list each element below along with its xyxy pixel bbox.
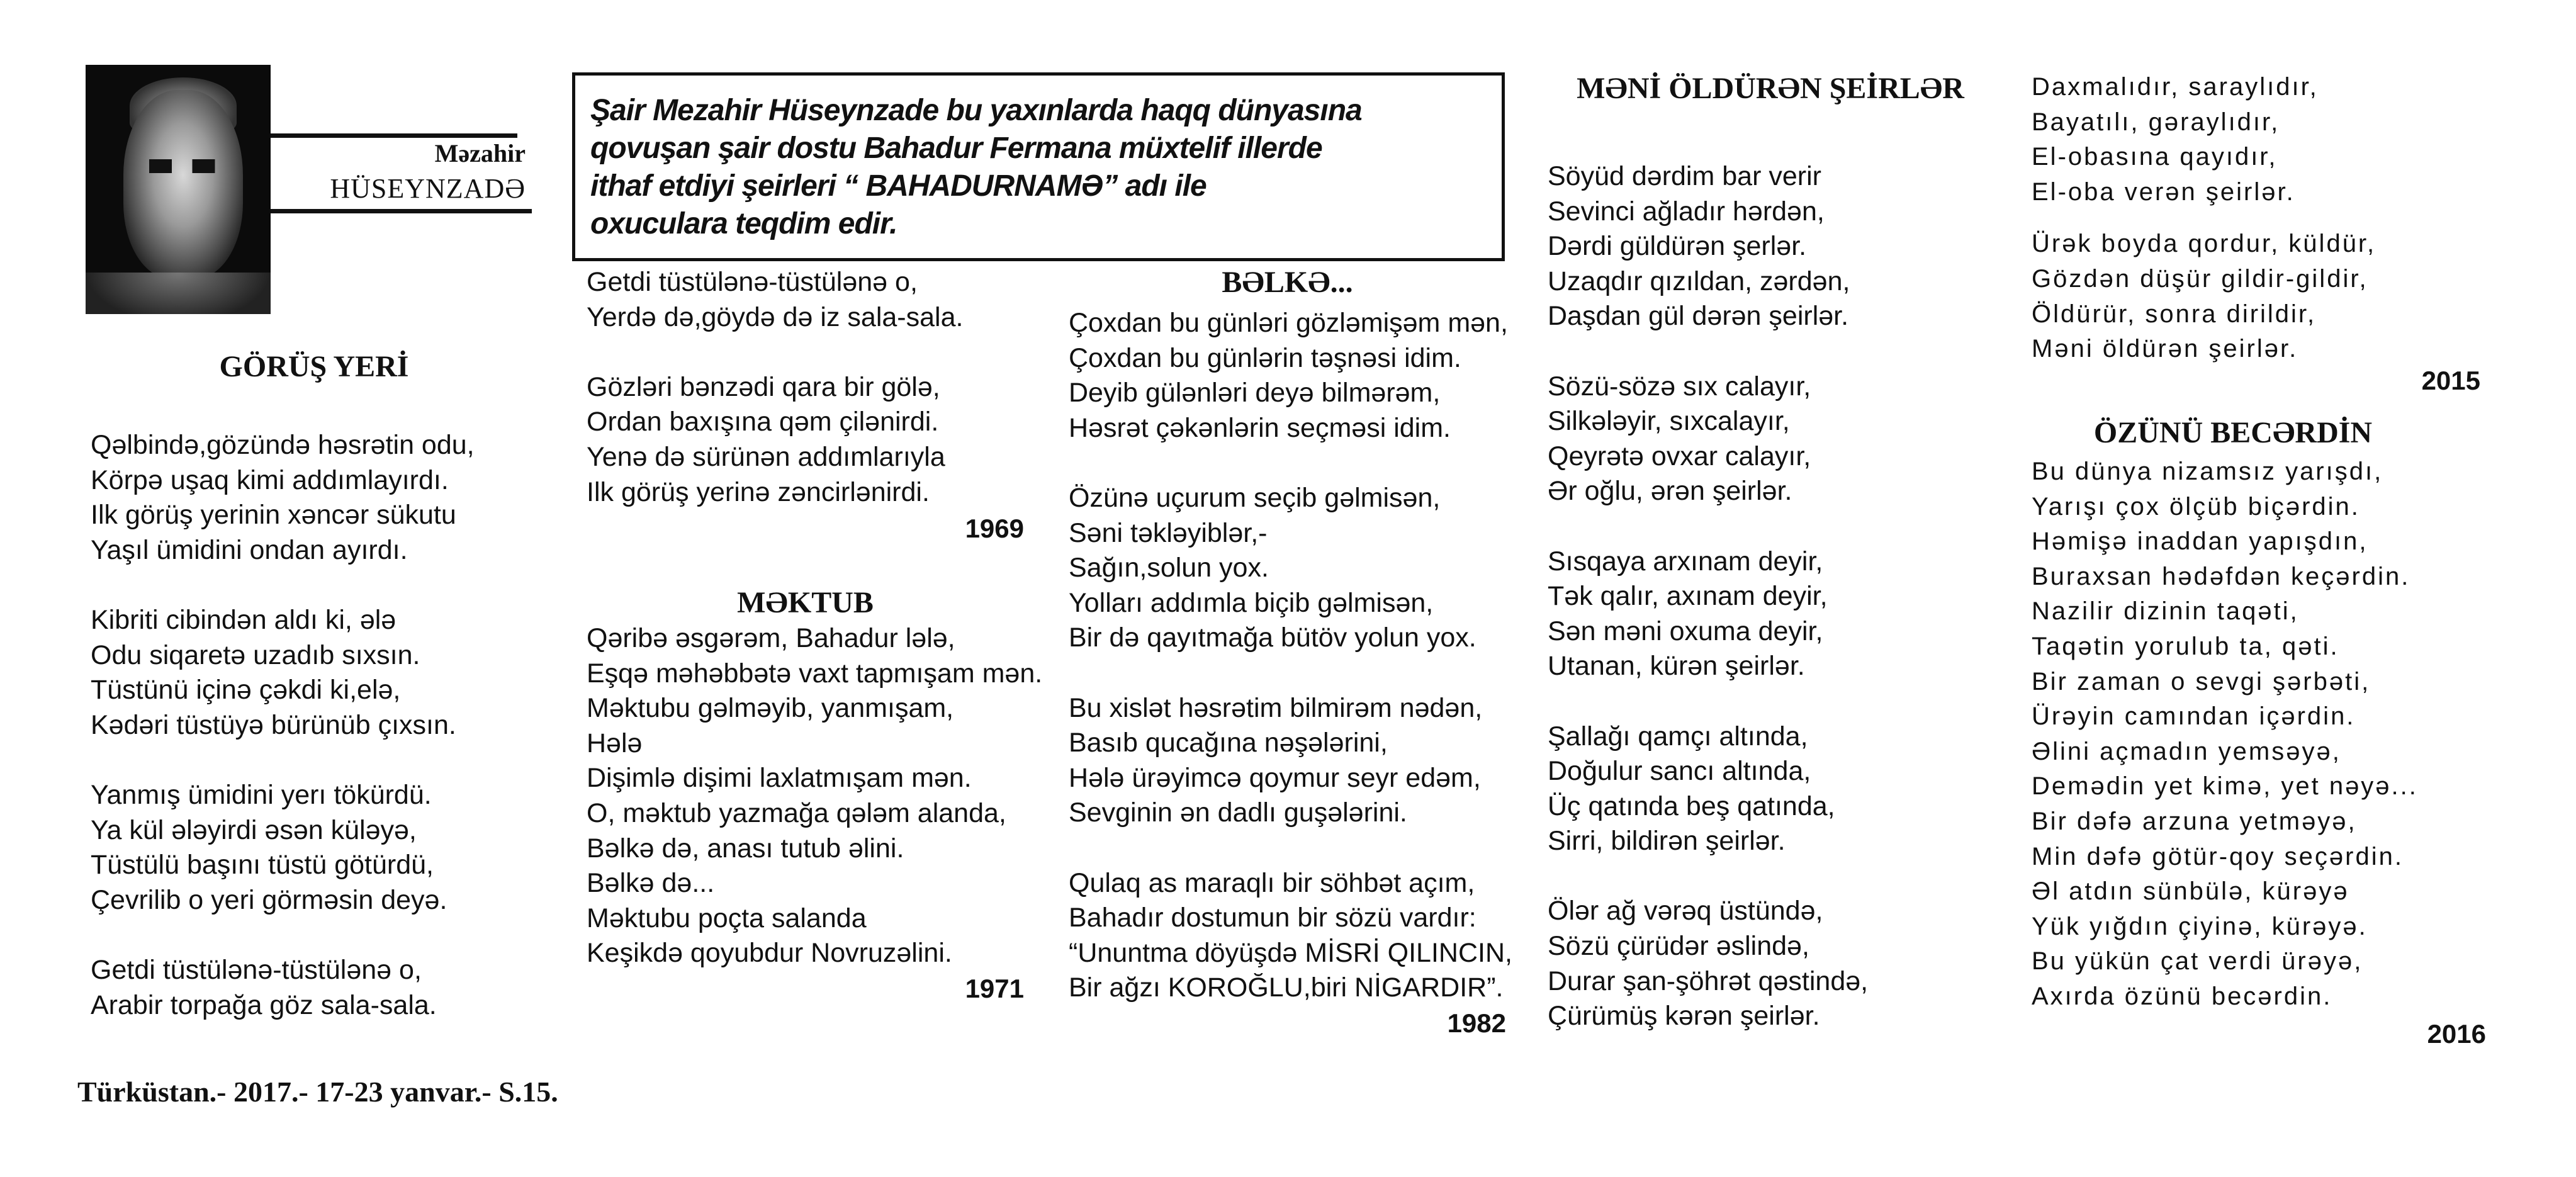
poem-line: Getdi tüstülənə-tüstülənə o,	[587, 267, 918, 297]
poem-year: 1982	[1447, 1008, 1506, 1038]
poem-line: Daşdan gül dərən şeirlər.	[1548, 301, 1849, 332]
poem-line: Getdi tüstülənə-tüstülənə o,	[91, 954, 422, 985]
stanza-break	[1069, 656, 1509, 691]
poem-line: Yaşıl ümidini ondan ayırdı.	[91, 534, 408, 565]
poem-line: Bir zaman o sevgi şərbəti,	[2032, 667, 2371, 696]
poem-line: Yolları addımla biçib gəlmisən,	[1069, 587, 1434, 618]
poem-line: Qəlbində,gözündə həsrətin odu,	[91, 430, 475, 460]
poem-line: Bayatılı, gəraylıdır,	[2032, 108, 2280, 136]
portrait-shoulders	[86, 273, 271, 314]
poem-line: Ilk görüş yerinin xəncər sükutu	[91, 500, 456, 531]
poem-line: Sevginin ən dadlı guşələrini.	[1069, 797, 1407, 828]
poem-line: Dərdi güldürən şerlər.	[1548, 231, 1807, 262]
poem-year: 1971	[965, 974, 1024, 1003]
poem-year: 2016	[2427, 1019, 2486, 1049]
poem-line: Sən məni oxuma deyir,	[1548, 616, 1823, 646]
poem-mektub	[587, 621, 1043, 971]
poem-line: Yük yığdın çiyinə, kürəyə.	[2032, 912, 2368, 940]
poem-line: Ər oğlu, ərən şeirlər.	[1548, 476, 1792, 507]
poem-line: Qulaq as maraqlı bir söhbət açım,	[1069, 867, 1475, 898]
poem-line: Bəlkə də...	[587, 868, 715, 899]
poem-line: Hələ ürəyimcə qoymur seyr edəm,	[1069, 762, 1481, 793]
poem-title-meni-olduren: MƏNİ ÖLDÜRƏN ŞEİRLƏR	[1577, 72, 1964, 105]
poem-line: Keşikdə qoyubdur Novruzəlini.	[587, 938, 952, 969]
poem-belke	[1069, 306, 1512, 1006]
poem-line: Ürəyin camından içərdin.	[2032, 702, 2356, 731]
stanza-break	[91, 743, 544, 778]
poem-line: Doğulur sancı altında,	[1548, 756, 1811, 787]
poem-line: Bu yükün çat verdi ürəyə,	[2032, 947, 2363, 976]
poem-line: Deyib gülənləri deyə bilmərəm,	[1069, 378, 1441, 408]
author-last-name: HÜSEYNZADƏ	[330, 173, 526, 204]
poem-line: Ilk görüş yerinə zəncirlənirdi.	[587, 476, 930, 507]
source-citation: Türküstan.- 2017.- 17-23 yanvar.- S.15.	[77, 1076, 558, 1108]
poem-line: Məktubu gəlməyib, yanmışam,	[587, 693, 954, 724]
poem-line: Dişimlə dişimi laxlatmışam mən.	[587, 763, 972, 794]
poem-line: Bir dəfə arzuna yetməyə,	[2032, 807, 2357, 835]
poem-ozunu-becerdin	[2032, 454, 2497, 1015]
poem-line: Şallağı qamçı altında,	[1548, 721, 1808, 752]
poem-line: Sağın,solun yox.	[1069, 553, 1269, 583]
poem-line: Həmişə inaddan yapışdın,	[2032, 527, 2368, 556]
poem-line: Gözləri bənzədi qara bir gölə,	[587, 371, 940, 402]
poem-line: Min dəfə götür-qoy seçərdin.	[2032, 842, 2404, 870]
poem-title-belke: BƏLKƏ...	[1222, 266, 1353, 299]
author-first-name: Məzahir	[434, 139, 526, 167]
intro-line: qovuşan şair dostu Bahadur Fermana müxtelif illerde	[590, 132, 1322, 165]
poem-line: Tək qalır, axınam deyir,	[1548, 581, 1828, 612]
stanza-break	[587, 335, 1024, 370]
poem-line: Sirri, bildirən şeirlər.	[1548, 826, 1786, 857]
stanza-break	[1548, 684, 2013, 719]
poem-year: 2015	[2421, 366, 2480, 395]
poem-gorus-yeri-continuation	[587, 265, 1024, 510]
poem-year: 1969	[965, 514, 1024, 543]
intro-box	[572, 72, 1505, 261]
poem-line: Sözü çürüdər əslində,	[1548, 931, 1809, 962]
poem-line: Çürümüş kərən şeirlər.	[1548, 1001, 1820, 1032]
intro-line: ithaf etdiyi şeirleri “ BAHADURNAMƏ” adı ile	[590, 169, 1206, 203]
poem-line: El-obasına qayıdır,	[2032, 143, 2278, 171]
poem-line: Sözü-sözə sıx calayır,	[1548, 371, 1811, 402]
poem-line: Ölər ağ vərəq üstündə,	[1548, 896, 1823, 926]
poem-line: Nazilir dizinin taqəti,	[2032, 597, 2299, 626]
poem-line: Basıb qucağına nəşələrini,	[1069, 728, 1388, 758]
poem-line: Məni öldürən şeirlər.	[2032, 335, 2298, 363]
poem-line: Durar şan-şöhrət qəstində,	[1548, 966, 1869, 996]
poem-line: Çoxdan bu günlərin təşnəsi idim.	[1069, 342, 1461, 373]
poem-line: Utanan, kürən şeirlər.	[1548, 651, 1805, 682]
poem-line: Eşqə məhəbbətə vaxt tapmışam mən.	[587, 658, 1043, 689]
poem-line: Səni təkləyiblər,-	[1069, 517, 1268, 548]
poem-line: Özünə uçurum seçib gəlmisən,	[1069, 482, 1441, 513]
poem-line: Dem​ədin yet kimə, yet nəyə...	[2032, 772, 2418, 801]
poem-line: Ürək boyda qordur, küldür,	[2032, 230, 2376, 258]
poem-line: Bu dünya nizamsız yarışdı,	[2032, 458, 2383, 485]
poem-line: Çoxdan bu günləri gözləmişəm mən,	[1069, 308, 1508, 338]
poem-line: Taqətin yorulub ta, qəti.	[2032, 632, 2339, 660]
author-portrait-photo	[86, 65, 271, 314]
poem-line: Qəribə əsgərəm, Bahadur lələ,	[587, 623, 955, 653]
poem-meni-olduren	[1548, 159, 2013, 1034]
poem-line: Bəlkə də, anası tutub əlini.	[587, 833, 904, 864]
poem-line: Üç qatında beş qatında,	[1548, 791, 1835, 821]
stanza-break	[1069, 446, 1509, 481]
poem-line: Tüstünü içinə çəkdi ki,elə,	[91, 675, 401, 706]
poem-line: Axırda özünü becərdin.	[2032, 982, 2332, 1010]
poem-line: Əlini açmadın yemsəyə,	[2032, 737, 2341, 765]
stanza-break	[1548, 859, 2013, 894]
poem-line: Bahadır dostumun bir sözü vardır:	[1069, 903, 1476, 933]
poem-line: Qeyrətə ovxar calayır,	[1548, 441, 1811, 471]
poem-line: Əl atdın sünbülə, kürəyə	[2032, 877, 2349, 906]
poem-line: Arabir torpağa göz sala-sala.	[91, 989, 437, 1020]
stanza-break	[91, 568, 544, 603]
stanza-break	[1548, 509, 2013, 544]
poem-line: Bir də qayıtmağa bütöv yolun yox.	[1069, 622, 1476, 653]
stanza-break	[2032, 210, 2480, 227]
name-rule-bottom	[271, 209, 532, 213]
poem-line: Hələ	[587, 728, 643, 758]
poem-line: Kibriti cibindən aldı ki, ələ	[91, 604, 397, 635]
poem-line: Yenə də sürünən addımlarıyla	[587, 441, 945, 472]
poem-line: O, məktub yazmağa qələm alanda,	[587, 797, 1006, 828]
poem-line: Yerdə də,göydə də iz sala-sala.	[587, 301, 964, 332]
poem-line: Kədəri tüstüyə bürünüb çıxsın.	[91, 709, 456, 740]
intro-line: oxuculara teqdim edir.	[590, 207, 897, 240]
poem-line: Bu xislət həsrətim bilmirəm nədən,	[1069, 692, 1483, 723]
stanza-break	[1069, 831, 1509, 866]
portrait-eyes	[145, 159, 221, 173]
poem-line: Gözdən düşür gildir-gildir,	[2032, 264, 2368, 293]
portrait-face	[123, 90, 243, 279]
poem-line: Sevinci ağladır hərdən,	[1548, 196, 1825, 227]
poem-line: Uzaqdır qızıldan, zərdən,	[1548, 266, 1850, 296]
poem-line: Daxmalıdır, saraylıdır,	[2032, 73, 2319, 101]
poem-line: Tüstülü başını tüstü götürdü,	[91, 850, 434, 881]
poem-line: Ordan baxışına qəm çilənirdi.	[587, 407, 939, 437]
stanza-break	[1548, 334, 2013, 369]
poem-title-mektub: MƏKTUB	[737, 586, 874, 619]
poem-line: Çevrilib o yeri görməsin deyə.	[91, 884, 447, 915]
poem-line: Körpə uşaq kimi addımlayırdı.	[91, 465, 449, 495]
poem-line: “Ununtma döyüşdə MİSRİ QILINCIN,	[1069, 937, 1512, 968]
poem-gorus-yeri	[91, 428, 544, 1023]
poem-line: Həsrət çəkənlərin seçməsi idim.	[1069, 412, 1451, 443]
poem-meni-olduren-continuation	[2032, 70, 2480, 367]
poem-line: Buraxsan hədəfdən keçərdin.	[2032, 562, 2410, 590]
poem-line: Məktubu poçta salanda	[587, 903, 867, 933]
poem-line: Silkələyir, sıxcalayır,	[1548, 406, 1790, 437]
poem-line: El-oba verən şeirlər.	[2032, 177, 2295, 206]
poem-line: Sısqaya arxınam deyir,	[1548, 546, 1823, 577]
poem-line: Yanmış ümidini yerı tökürdü.	[91, 779, 432, 810]
poem-line: Yarışı çox ölçüb biçərdin.	[2032, 492, 2360, 521]
poem-line: Odu siqaretə uzadıb sıxsın.	[91, 639, 420, 670]
poem-title-gorus-yeri: GÖRÜŞ YERİ	[219, 350, 409, 383]
poem-line: Öldürür, sonra dirildir,	[2032, 300, 2317, 328]
name-rule-top	[271, 133, 517, 138]
intro-line: Şair Mezahir Hüseynzade bu yaxınlarda haqq dünyasına	[590, 94, 1362, 127]
poem-line: Ya kül ələyirdi əsən küləyə,	[91, 814, 417, 845]
stanza-break	[91, 918, 544, 953]
poem-line: Söyüd dərdim bar verir	[1548, 161, 1821, 191]
poem-line: Bir ağzı KOROĞLU,biri NİGARDIR”.	[1069, 972, 1504, 1003]
poem-title-ozunu-becerdin: ÖZÜNÜ BECƏRDİN	[2093, 416, 2373, 449]
